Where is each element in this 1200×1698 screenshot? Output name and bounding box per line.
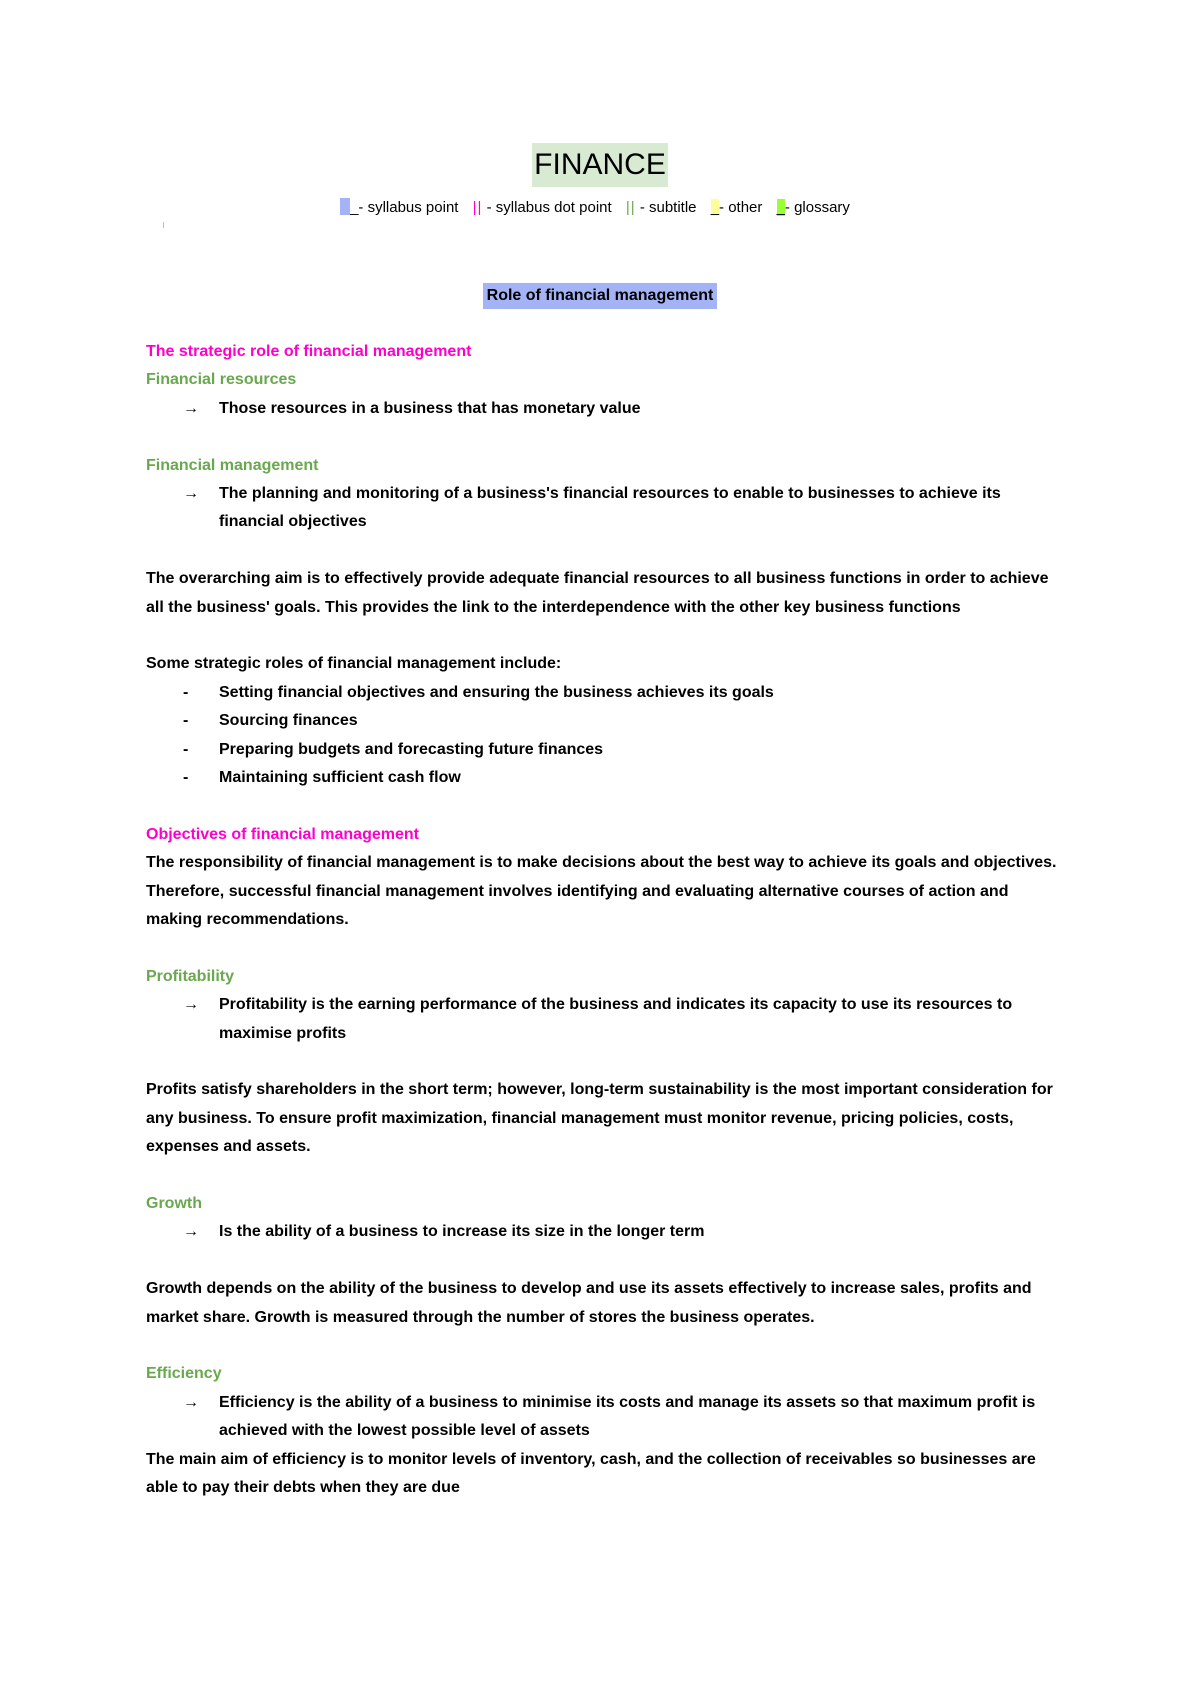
arrow-icon: → [183, 1393, 199, 1411]
dash-bullet: - [183, 712, 189, 730]
dot-point-marker: || [472, 199, 483, 216]
syllabus-point-swatch [340, 198, 350, 215]
arrow-icon: → [183, 485, 199, 503]
legend-syllabus-point-label: _- syllabus point [350, 199, 459, 216]
list-item [146, 707, 1066, 735]
legend-syllabus-point [340, 199, 463, 216]
section-title-container [0, 283, 1200, 309]
list-item-text: Preparing budgets and forecasting future finances [219, 740, 604, 758]
body-paragraph: The overarching aim is to effectively provide adequate financial resources to all business functions in order to achieve all the business' goals. This provides the link to the interdependence with the other key business functions [146, 570, 1049, 616]
definition-text: Those resources in a business that has monetary value [219, 399, 641, 417]
definition-item [146, 1389, 1066, 1446]
definition-text: The planning and monitoring of a business's financial resources to enable to businesses to achieve its financial objectives [219, 485, 1001, 531]
subtitle-marker: || [625, 199, 636, 216]
body-paragraph: Growth depends on the ability of the business to develop and use its assets effectively to increase sales, profits and market share. Growth is measured through the number of stores the business operates. [146, 1280, 1032, 1326]
title-container [0, 143, 1200, 187]
document-body [146, 338, 1066, 1503]
subtitle-heading: Financial resources [146, 371, 297, 389]
dot-point-heading: The strategic role of financial management [146, 343, 472, 360]
body-paragraph: Profits satisfy shareholders in the short term; however, long-term sustainability is the most important consideration for any business. To ensure profit maximization, financial management must monitor revenue, pricing policies, costs, expenses and assets. [146, 1081, 1053, 1156]
definition-text: Profitability is the earning performance of the business and indicates its capacity to use its resources to maximise profits [219, 996, 1013, 1042]
legend-other [711, 199, 767, 216]
list-item [146, 679, 1066, 707]
body-paragraph: Some strategic roles of financial management include: [146, 655, 562, 673]
list-item-text: Sourcing finances [219, 712, 358, 730]
legend-other-label: - other [719, 199, 763, 216]
dash-bullet: - [183, 769, 189, 787]
legend-subtitle [626, 199, 701, 216]
section-title: Role of financial management [483, 283, 718, 309]
definition-text: Is the ability of a business to increase its size in the longer term [219, 1223, 705, 1241]
list-item [146, 764, 1066, 792]
legend-dot-point [473, 199, 616, 216]
definition-item [146, 395, 1066, 423]
subtitle-heading: Growth [146, 1195, 202, 1213]
legend-glossary [777, 199, 850, 216]
subtitle-heading: Efficiency [146, 1365, 222, 1383]
definition-item [146, 1218, 1066, 1246]
body-paragraph: The responsibility of financial management is to make decisions about the best way to achieve its goals and objectives. Therefore, successful financial management involves identifying and evaluating alternative courses of action and making recommendations. [146, 854, 1057, 929]
subtitle-heading: Profitability [146, 967, 235, 985]
list-item [146, 736, 1066, 764]
dot-point-heading: Objectives of financial management [146, 825, 419, 843]
arrow-icon: → [183, 399, 199, 417]
list-item-text: Setting financial objectives and ensuring the business achieves its goals [219, 683, 774, 701]
stray-mark [163, 222, 164, 228]
definition-item [146, 991, 1066, 1048]
arrow-icon: → [183, 1223, 199, 1241]
definition-text: Efficiency is the ability of a business to minimise its costs and manage its assets so that maximum profit is achieved with the lowest possible level of assets [219, 1393, 1036, 1440]
legend-dot-point-label: - syllabus dot point [482, 199, 612, 216]
definition-item [146, 480, 1066, 537]
document-title: FINANCE [532, 143, 668, 187]
list-item-text: Maintaining sufficient cash flow [219, 769, 461, 787]
legend-subtitle-label: - subtitle [635, 199, 697, 216]
dash-bullet: - [183, 740, 189, 758]
glossary-swatch: _ [776, 199, 785, 216]
legend-glossary-label: - glossary [784, 199, 850, 216]
other-swatch: _ [710, 199, 720, 216]
colour-legend [0, 198, 1200, 218]
dash-bullet: - [183, 683, 189, 701]
body-paragraph: The main aim of efficiency is to monitor levels of inventory, cash, and the collection of receivables so businesses are able to pay their debts when they are due [146, 1450, 1036, 1497]
arrow-icon: → [183, 996, 199, 1014]
subtitle-heading: Financial management [146, 456, 319, 474]
